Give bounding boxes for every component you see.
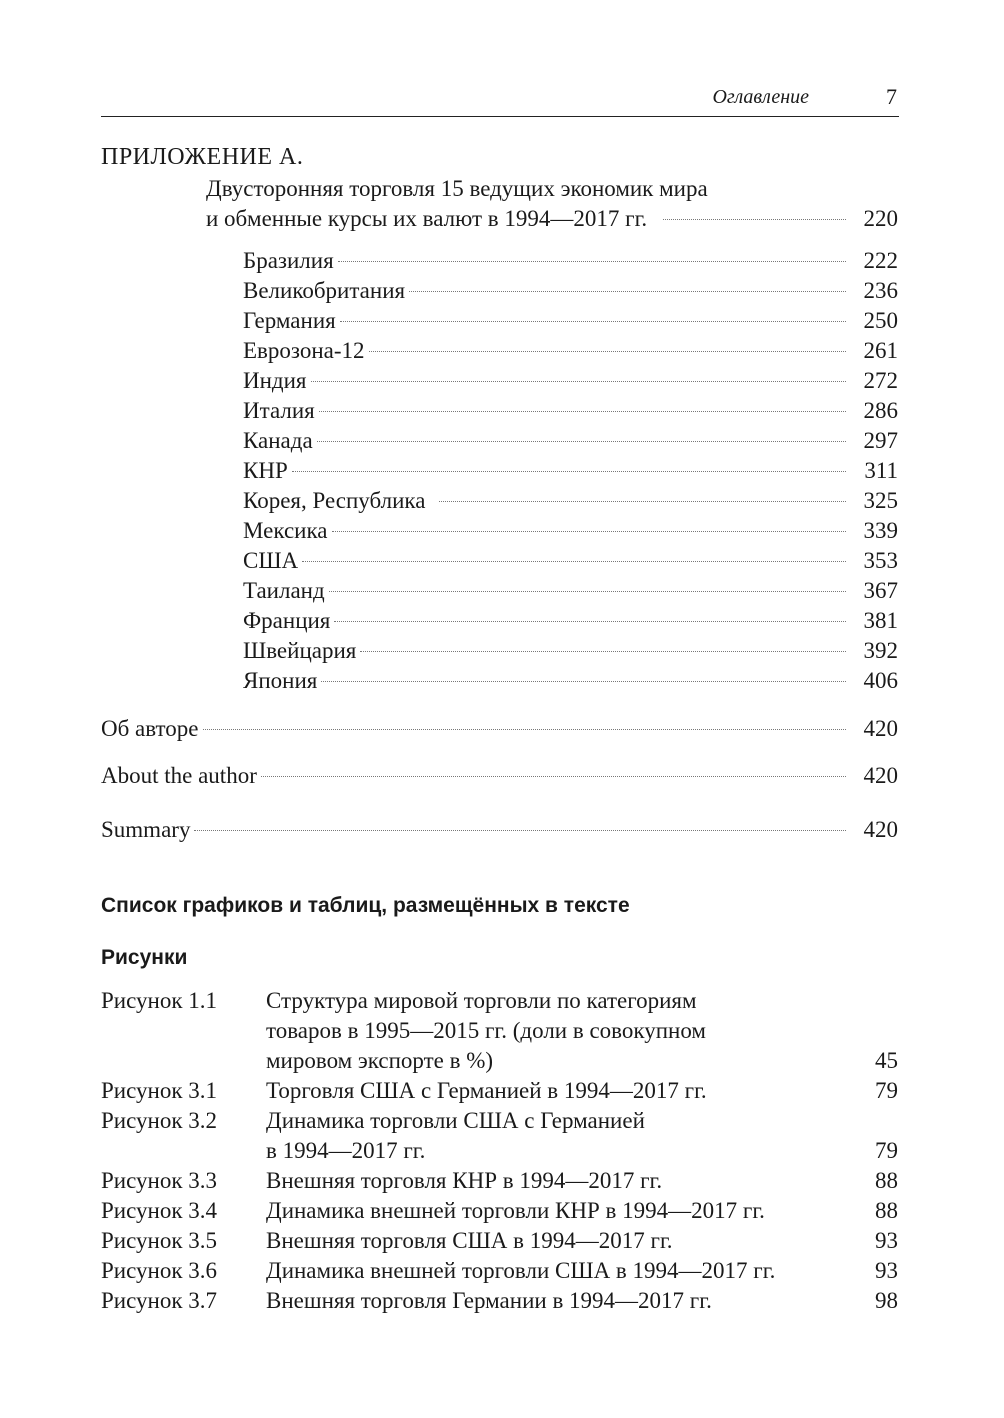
leader-dots <box>360 651 846 652</box>
figure-title <box>266 1196 858 1226</box>
figure-title-line: Внешняя торговля КНР в 1994—2017 гг. <box>266 1168 663 1193</box>
toc-entry-country[interactable] <box>243 636 898 666</box>
figure-page: 88 <box>875 1198 898 1223</box>
toc-entry-country[interactable] <box>243 336 898 366</box>
figure-entry[interactable] <box>101 1256 898 1286</box>
entry-page: 420 <box>863 716 898 741</box>
leader-dots <box>292 471 846 472</box>
entry-title: Мексика <box>243 518 328 543</box>
entry-page: 381 <box>863 608 898 633</box>
leader-dots <box>439 501 846 502</box>
list-heading: Список графиков и таблиц, размещённых в тексте <box>101 894 630 917</box>
appendix-intro-line-1: Двусторонняя торговля 15 ведущих экономик мира <box>206 176 708 201</box>
entry-title: Об авторе <box>101 716 199 741</box>
toc-entry-country[interactable] <box>243 246 898 276</box>
entry-title: Таиланд <box>243 578 325 603</box>
toc-entry-country[interactable] <box>243 546 898 576</box>
figure-entry[interactable] <box>101 1106 898 1166</box>
leader-dots <box>317 441 846 442</box>
entry-title: Франция <box>243 608 331 633</box>
figure-page: 98 <box>875 1288 898 1313</box>
page-number: 7 <box>886 84 897 109</box>
toc-entry-country[interactable] <box>243 426 898 456</box>
entry-title: About the author <box>101 763 257 788</box>
figure-title-line: Внешняя торговля США в 1994—2017 гг. <box>266 1228 673 1253</box>
leader-dots <box>302 561 846 562</box>
toc-entry-about-author-en[interactable] <box>101 761 898 791</box>
leader-dots <box>369 351 846 352</box>
leader-dots <box>332 531 846 532</box>
entry-page: 272 <box>863 368 898 393</box>
figure-title-line: в 1994—2017 гг. <box>266 1138 426 1163</box>
figure-page: 79 <box>875 1078 898 1103</box>
appendix-intro-page: 220 <box>863 206 898 231</box>
leader-dots <box>340 321 846 322</box>
toc-entry-country[interactable] <box>243 666 898 696</box>
figure-title-line: товаров в 1995—2015 гг. (доли в совокупном <box>266 1018 706 1043</box>
leader-dots <box>194 830 846 831</box>
entry-title: Еврозона-12 <box>243 338 365 363</box>
figure-title-line: Внешняя торговля Германии в 1994—2017 гг. <box>266 1288 712 1313</box>
figure-page: 93 <box>875 1258 898 1283</box>
figures-list <box>101 986 898 1316</box>
figure-title-line: Торговля США с Германией в 1994—2017 гг. <box>266 1078 707 1103</box>
entry-title: Швейцария <box>243 638 357 663</box>
figure-page: 79 <box>875 1138 898 1163</box>
entry-title: Италия <box>243 398 315 423</box>
entry-page: 261 <box>863 338 898 363</box>
figure-entry[interactable] <box>101 1166 898 1196</box>
leader-dots <box>329 591 846 592</box>
figure-label: Рисунок 3.6 <box>101 1258 217 1283</box>
toc-entry-country[interactable] <box>243 576 898 606</box>
figure-title <box>266 1076 858 1106</box>
figure-entry[interactable] <box>101 1076 898 1106</box>
figure-entry[interactable] <box>101 1286 898 1316</box>
toc-entry-country[interactable] <box>243 306 898 336</box>
toc-entry-country[interactable] <box>243 276 898 306</box>
appendix-intro-entry[interactable] <box>206 204 898 234</box>
leader-dots <box>338 261 846 262</box>
running-title: Оглавление <box>712 86 809 108</box>
entry-title: Великобритания <box>243 278 406 303</box>
figure-label: Рисунок 3.3 <box>101 1168 217 1193</box>
figure-title <box>266 986 858 1076</box>
entry-page: 297 <box>863 428 898 453</box>
entry-page: 420 <box>863 817 898 842</box>
entry-title: Канада <box>243 428 313 453</box>
entry-title: Бразилия <box>243 248 334 273</box>
figure-label: Рисунок 1.1 <box>101 988 217 1013</box>
leader-dots <box>319 411 846 412</box>
leader-dots <box>334 621 846 622</box>
entry-title: КНР <box>243 458 288 483</box>
entry-page: 236 <box>863 278 898 303</box>
leader-dots <box>203 729 846 730</box>
entry-page: 392 <box>863 638 898 663</box>
figure-title <box>266 1166 858 1196</box>
leader-dots <box>311 381 846 382</box>
figure-page: 93 <box>875 1228 898 1253</box>
figure-entry[interactable] <box>101 1196 898 1226</box>
entry-title: США <box>243 548 299 573</box>
figure-label: Рисунок 3.1 <box>101 1078 217 1103</box>
toc-entry-country[interactable] <box>243 396 898 426</box>
figure-title-line: Структура мировой торговли по категориям <box>266 988 697 1013</box>
appendix-title: ПРИЛОЖЕНИЕ А. <box>101 144 304 170</box>
toc-entry-summary[interactable] <box>101 815 898 845</box>
figure-page: 88 <box>875 1168 898 1193</box>
appendix-intro-line-2: и обменные курсы их валют в 1994—2017 гг. <box>206 206 648 231</box>
figure-entry[interactable] <box>101 1226 898 1256</box>
entry-page: 406 <box>863 668 898 693</box>
entry-title: Корея, Республика <box>243 488 426 513</box>
figure-title-line: мировом экспорте в %) <box>266 1048 494 1073</box>
entry-page: 311 <box>864 458 898 483</box>
figure-title <box>266 1226 858 1256</box>
entry-title: Япония <box>243 668 318 693</box>
leader-dots <box>663 219 846 220</box>
figure-title <box>266 1106 858 1166</box>
figure-label: Рисунок 3.7 <box>101 1288 217 1313</box>
leader-dots <box>261 776 846 777</box>
page-header <box>101 82 899 117</box>
country-list <box>243 246 898 696</box>
figure-title <box>266 1286 858 1316</box>
entry-page: 325 <box>863 488 898 513</box>
figure-label: Рисунок 3.4 <box>101 1198 217 1223</box>
figure-title-line: Динамика внешней торговли США в 1994—2017 гг. <box>266 1258 776 1283</box>
entry-page: 250 <box>863 308 898 333</box>
figure-title-line: Динамика торговли США с Германией <box>266 1108 645 1133</box>
figures-heading: Рисунки <box>101 946 188 969</box>
toc-entry-about-author-ru[interactable] <box>101 714 898 744</box>
entry-title: Германия <box>243 308 336 333</box>
entry-page: 222 <box>863 248 898 273</box>
figure-label: Рисунок 3.2 <box>101 1108 217 1133</box>
figure-page: 45 <box>875 1048 898 1073</box>
toc-entry-country[interactable] <box>243 516 898 546</box>
figure-label: Рисунок 3.5 <box>101 1228 217 1253</box>
figure-title-line: Динамика внешней торговли КНР в 1994—2017 гг. <box>266 1198 765 1223</box>
entry-page: 339 <box>863 518 898 543</box>
leader-dots <box>321 681 846 682</box>
appendix-intro <box>206 174 898 234</box>
toc-entry-country[interactable] <box>243 606 898 636</box>
toc-entry-country[interactable] <box>243 366 898 396</box>
entry-page: 353 <box>863 548 898 573</box>
figure-entry[interactable] <box>101 986 898 1076</box>
entry-page: 286 <box>863 398 898 423</box>
figure-title <box>266 1256 858 1286</box>
entry-page: 420 <box>863 763 898 788</box>
entry-title: Индия <box>243 368 307 393</box>
toc-entry-country[interactable] <box>243 486 898 516</box>
toc-entry-country[interactable] <box>243 456 898 486</box>
entry-title: Summary <box>101 817 191 842</box>
entry-page: 367 <box>863 578 898 603</box>
leader-dots <box>409 291 846 292</box>
